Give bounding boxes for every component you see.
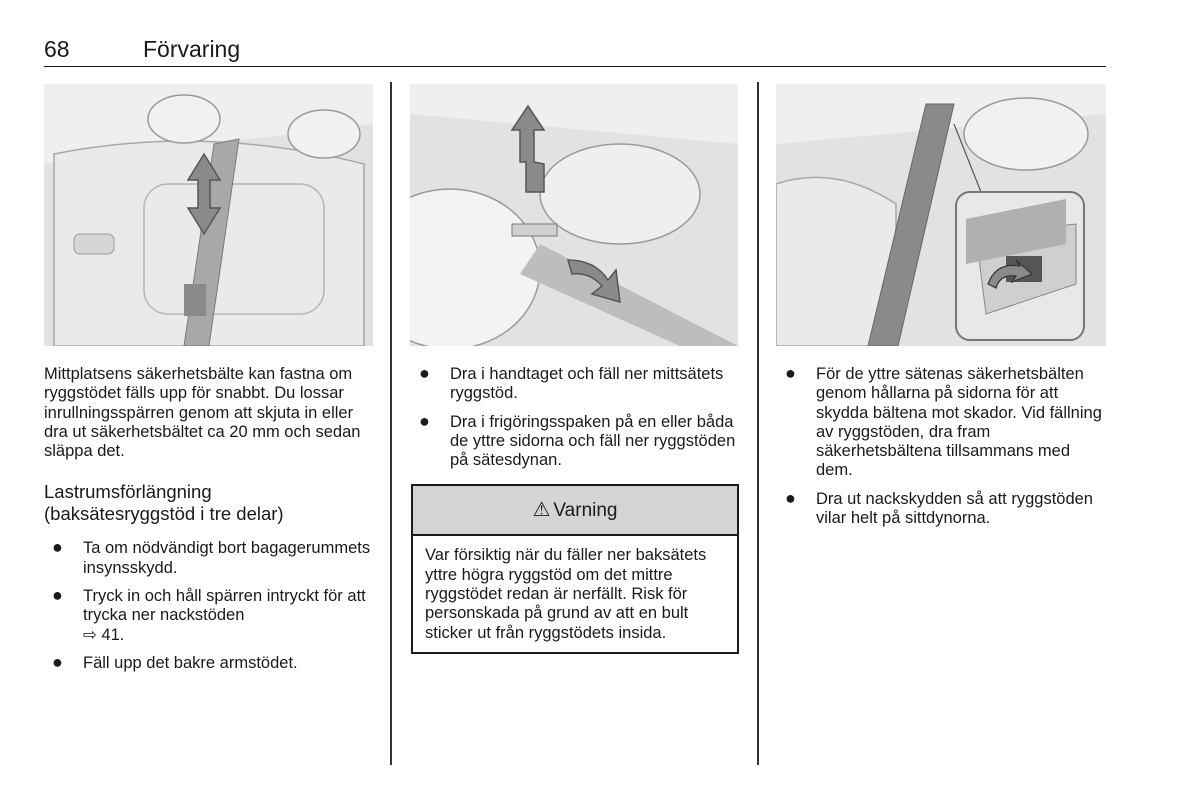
column-divider-1 — [390, 82, 392, 765]
list-item: ● För de yttre sätenas säkerhetsbälten genom hållarna på sidorna för att skydda bältena mot skador. Vid fällning av ryggstöden, dra fram säkerhetsbältena tillsammans med dem. — [785, 363, 1102, 480]
bullet-icon: ● — [52, 651, 63, 672]
warning-title-bar — [413, 486, 737, 536]
page-header — [44, 36, 1106, 67]
list-item: ● Tryck in och håll spärren intryckt för att trycka ner nackstöden ⇨ 41. — [52, 585, 366, 644]
list-item: ● Ta om nödvändigt bort bagagerummets insynsskydd. — [52, 537, 371, 577]
bullet-icon: ● — [785, 487, 796, 508]
figure-rear-seat-center-belt — [44, 84, 373, 346]
figure-outer-belt-holder — [776, 84, 1106, 346]
warning-triangle-icon: ⚠ — [532, 498, 551, 521]
section-heading-line-2: (baksätesryggstöd i tre delar) — [44, 503, 284, 525]
column-3-bullet-list — [777, 365, 1107, 528]
bullet-icon: ● — [419, 410, 430, 431]
section-heading — [44, 481, 374, 525]
reference-arrow-icon: ⇨ — [83, 625, 97, 644]
list-item: ● Dra ut nackskydden så att ryggstöden vilar helt på sittdynorna. — [785, 487, 1093, 528]
warning-title: Varning — [553, 499, 618, 521]
warning-box — [411, 484, 739, 653]
figure-fold-center-backrest — [410, 84, 738, 346]
column-3 — [777, 365, 1107, 537]
page-reference[interactable] — [83, 626, 124, 644]
warning-text: Var försiktig när du fäller ner baksätets yttre högra ryggstöd om det mittre ryggstödet redan är nerfällt. Risk för personskada på grund av att en bult sticker ut från ryggstödets insida. — [425, 546, 707, 642]
list-item: ● Dra i frigöringsspaken på en eller båda de yttre sidorna och fäll ner ryggstöden på sätesdynan. — [419, 410, 736, 470]
bullet-icon: ● — [419, 363, 430, 383]
page-number: 68 — [44, 36, 70, 62]
bullet-icon: ● — [52, 585, 63, 606]
section-title: Förvaring — [143, 36, 241, 62]
reference-page: 41. — [101, 625, 125, 644]
bullet-icon: ● — [785, 363, 796, 383]
intro-paragraph: Mittplatsens säkerhetsbälte kan fastna om ryggstödet fälls upp för snabbt. Du lossar inrullningsspärren genom att skjuta in eller dra ut säkerhetsbältet ca 20 mm och sedan släppa det. — [44, 365, 361, 461]
column-1 — [44, 365, 374, 682]
column-2-bullet-list — [411, 365, 739, 470]
column-1-bullet-list — [44, 539, 374, 673]
list-item: ● Dra i handtaget och fäll ner mittsätets ryggstöd. — [419, 363, 724, 403]
list-item: ● Fäll upp det bakre armstödet. — [52, 651, 298, 672]
column-divider-2 — [757, 82, 759, 765]
section-heading-line-1: Lastrumsförlängning — [44, 481, 212, 503]
bullet-icon: ● — [52, 537, 63, 558]
column-2 — [411, 365, 739, 654]
